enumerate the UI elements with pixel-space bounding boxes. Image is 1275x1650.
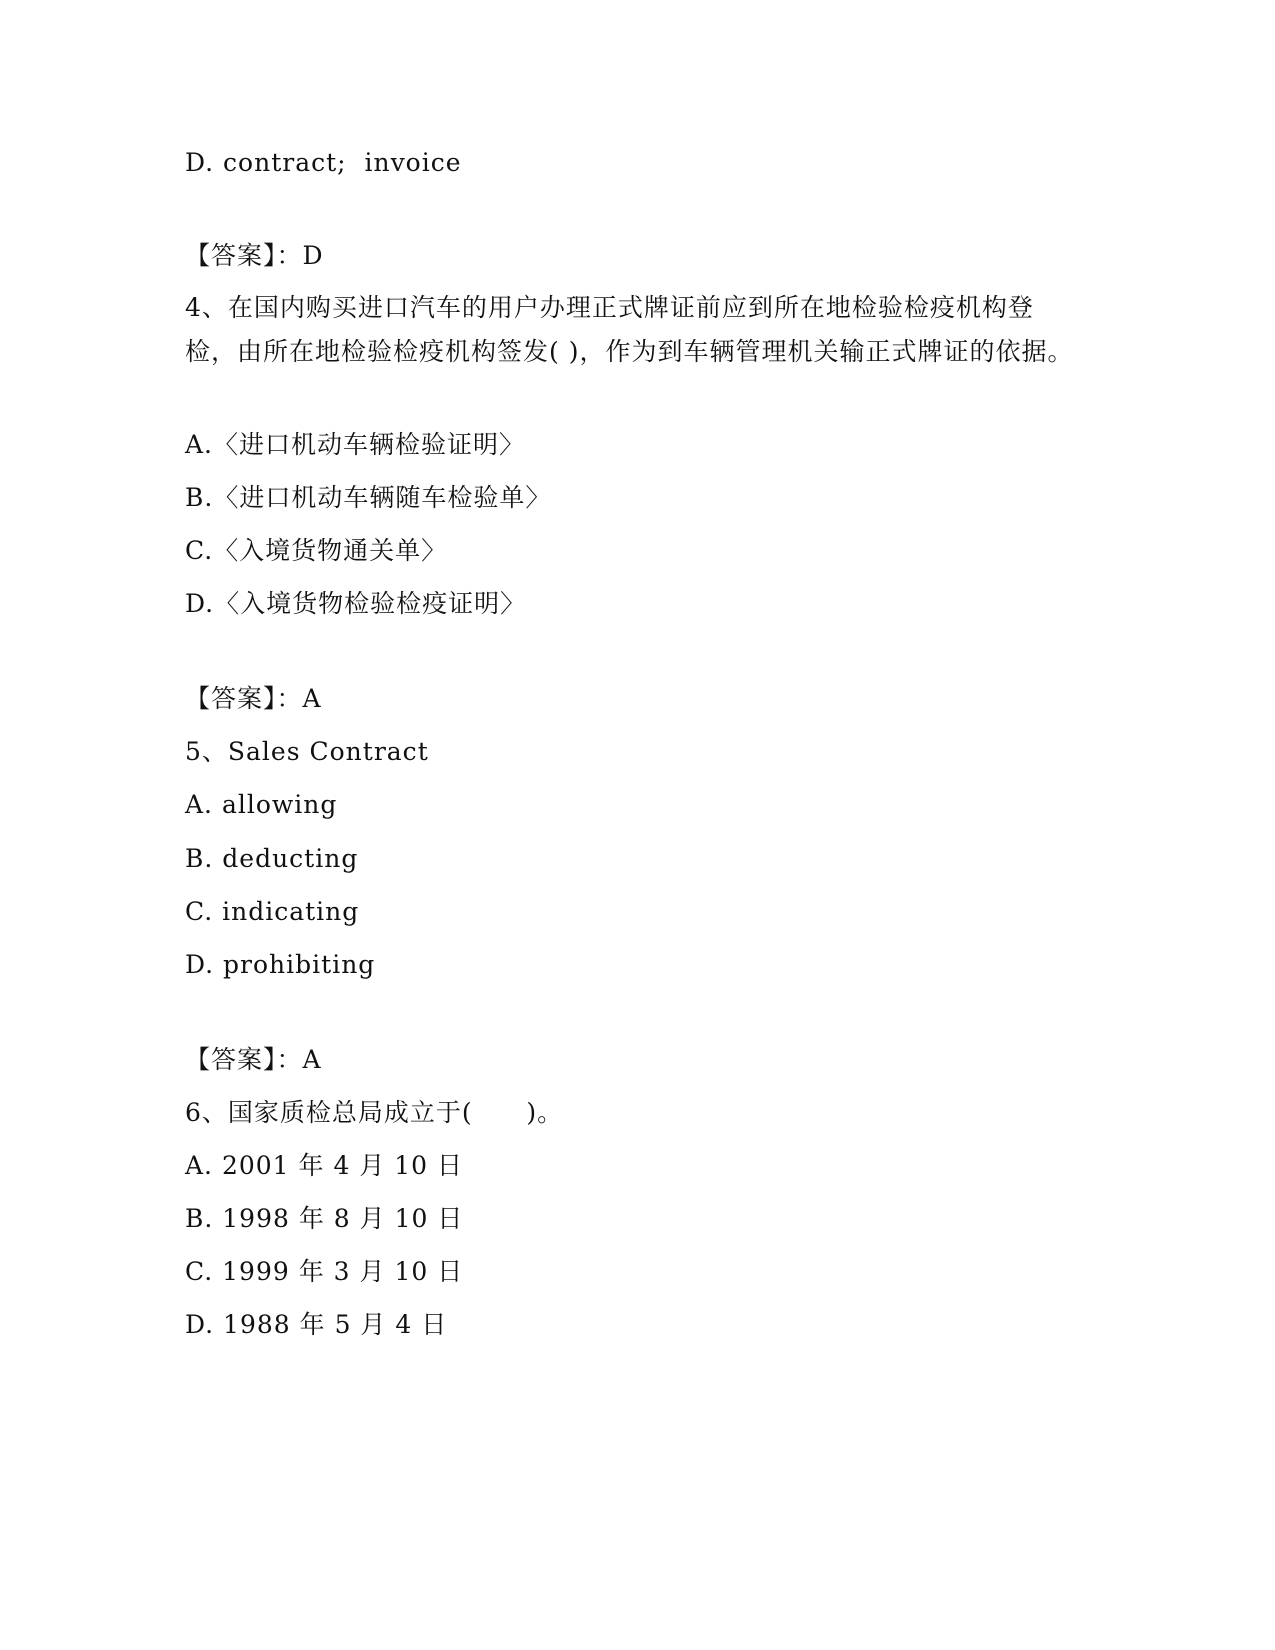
q6-option-d: D. 1988 年 5 月 4 日 bbox=[185, 1310, 448, 1339]
q5-stem: 5、Sales Contract bbox=[185, 737, 429, 766]
q4-option-b: B.〈进口机动车辆随车检验单〉 bbox=[185, 483, 552, 512]
q4-option-c: C.〈入境货物通关单〉 bbox=[185, 536, 448, 565]
q6-option-b: B. 1998 年 8 月 10 日 bbox=[185, 1204, 464, 1233]
q5-option-b: B. deducting bbox=[185, 844, 359, 873]
q4-option-d: D.〈入境货物检验检疫证明〉 bbox=[185, 589, 527, 618]
q6-option-a: A. 2001 年 4 月 10 日 bbox=[185, 1151, 464, 1180]
q5-option-a: A. allowing bbox=[185, 790, 338, 819]
q5-option-c: C. indicating bbox=[185, 897, 360, 926]
q5-answer: 【答案】：A bbox=[185, 1045, 322, 1074]
q6-option-c: C. 1999 年 3 月 10 日 bbox=[185, 1257, 464, 1286]
q3-option-d: D. contract; invoice bbox=[185, 148, 462, 177]
q4-option-a: A.〈进口机动车辆检验证明〉 bbox=[185, 430, 526, 459]
q6-stem: 6、国家质检总局成立于( )。 bbox=[185, 1098, 564, 1127]
q4-stem: 4、在国内购买进口汽车的用户办理正式牌证前应到所在地检验检疫机构登检，由所在地检验检疫机构签发( )，作为到车辆管理机关输正式牌证的依据。 bbox=[185, 293, 1074, 366]
q4-answer: 【答案】：A bbox=[185, 684, 322, 713]
q3-answer: 【答案】：D bbox=[185, 241, 324, 270]
q5-option-d: D. prohibiting bbox=[185, 950, 376, 979]
